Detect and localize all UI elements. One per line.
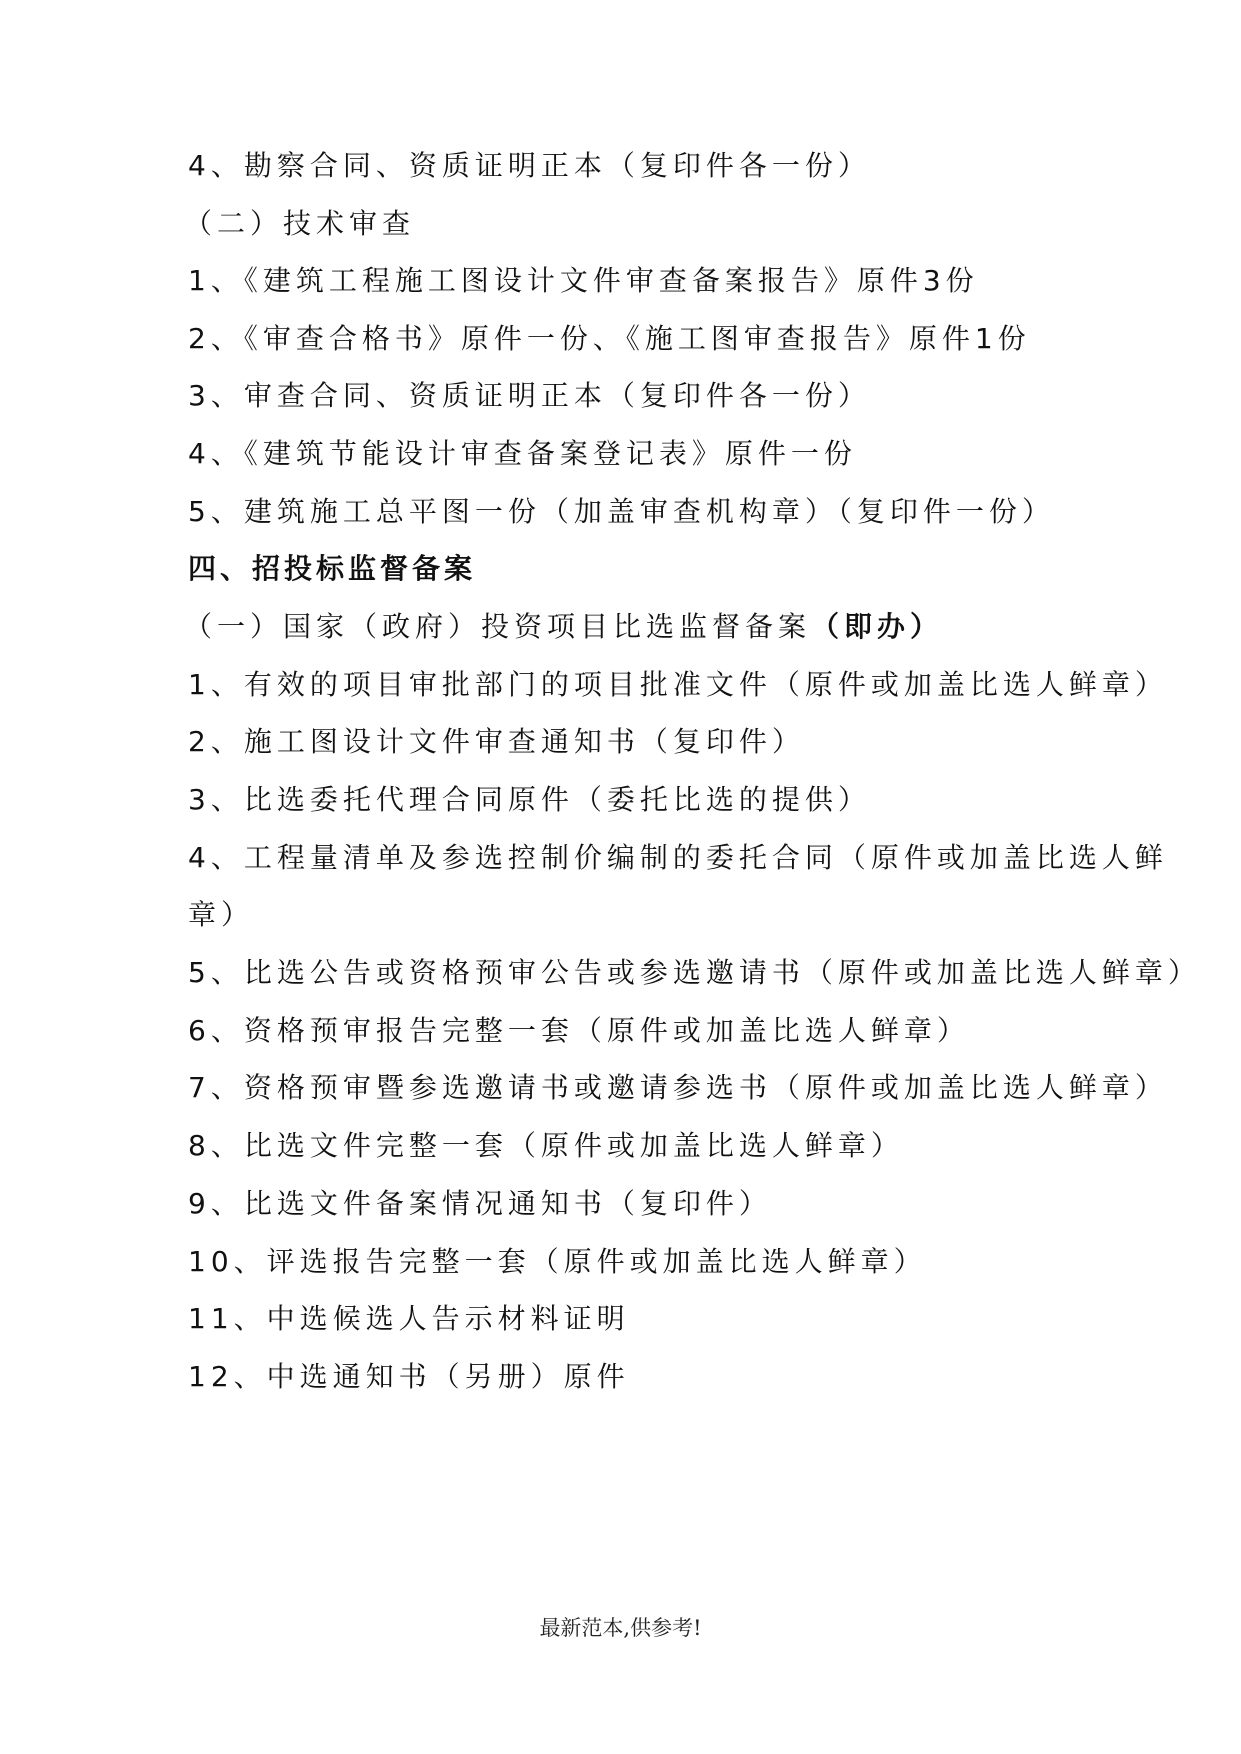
approval-document-item: 1、有效的项目审批部门的项目批准文件（原件或加盖比选人鲜章） [188, 668, 1168, 701]
bill-of-quantities-item: 4、工程量清单及参选控制价编制的委托合同（原件或加盖比选人鲜 [188, 841, 1168, 874]
invitation-item: 7、资格预审暨参选邀请书或邀请参选书（原件或加盖比选人鲜章） [188, 1071, 1168, 1104]
candidate-notice-item: 11、中选候选人告示材料证明 [188, 1302, 630, 1335]
survey-contract-item: 4、勘察合同、资质证明正本（复印件各一份） [188, 149, 871, 182]
technical-review-subheading: （二）技术审查 [184, 207, 416, 240]
prequalification-report-item: 6、资格预审报告完整一套（原件或加盖比选人鲜章） [188, 1014, 970, 1047]
filing-notice-item: 9、比选文件备案情况通知书（复印件） [188, 1187, 772, 1220]
instant-handling-tag: （即办） [811, 610, 944, 643]
subheading-text: （一）国家（政府）投资项目比选监督备案 [184, 610, 812, 643]
site-plan-item: 5、建筑施工总平图一份（加盖审查机构章）（复印件一份） [188, 495, 1055, 528]
evaluation-report-item: 10、评选报告完整一套（原件或加盖比选人鲜章） [188, 1245, 927, 1278]
review-contract-item: 3、审查合同、资质证明正本（复印件各一份） [188, 379, 871, 412]
review-report-item: 1、《建筑工程施工图设计文件审查备案报告》原件3份 [188, 264, 979, 297]
drawing-review-notice-item: 2、施工图设计文件审查通知书（复印件） [188, 725, 805, 758]
announcement-item: 5、比选公告或资格预审公告或参选邀请书（原件或加盖比选人鲜章） [188, 956, 1201, 989]
selection-document-item: 8、比选文件完整一套（原件或加盖比选人鲜章） [188, 1129, 904, 1162]
page-footer: 最新范本,供参考! [539, 1616, 702, 1640]
qualification-book-item: 2、《审查合格书》原件一份、《施工图审查报告》原件1份 [188, 322, 1031, 355]
government-project-subheading [184, 609, 943, 645]
bill-of-quantities-item-continued: 章） [188, 898, 255, 931]
agency-contract-item: 3、比选委托代理合同原件（委托比选的提供） [188, 783, 871, 816]
energy-saving-form-item: 4、《建筑节能设计审查备案登记表》原件一份 [188, 437, 857, 470]
award-notice-item: 12、中选通知书（另册）原件 [188, 1360, 630, 1393]
section-heading-bidding: 四、招投标监督备案 [188, 552, 477, 585]
